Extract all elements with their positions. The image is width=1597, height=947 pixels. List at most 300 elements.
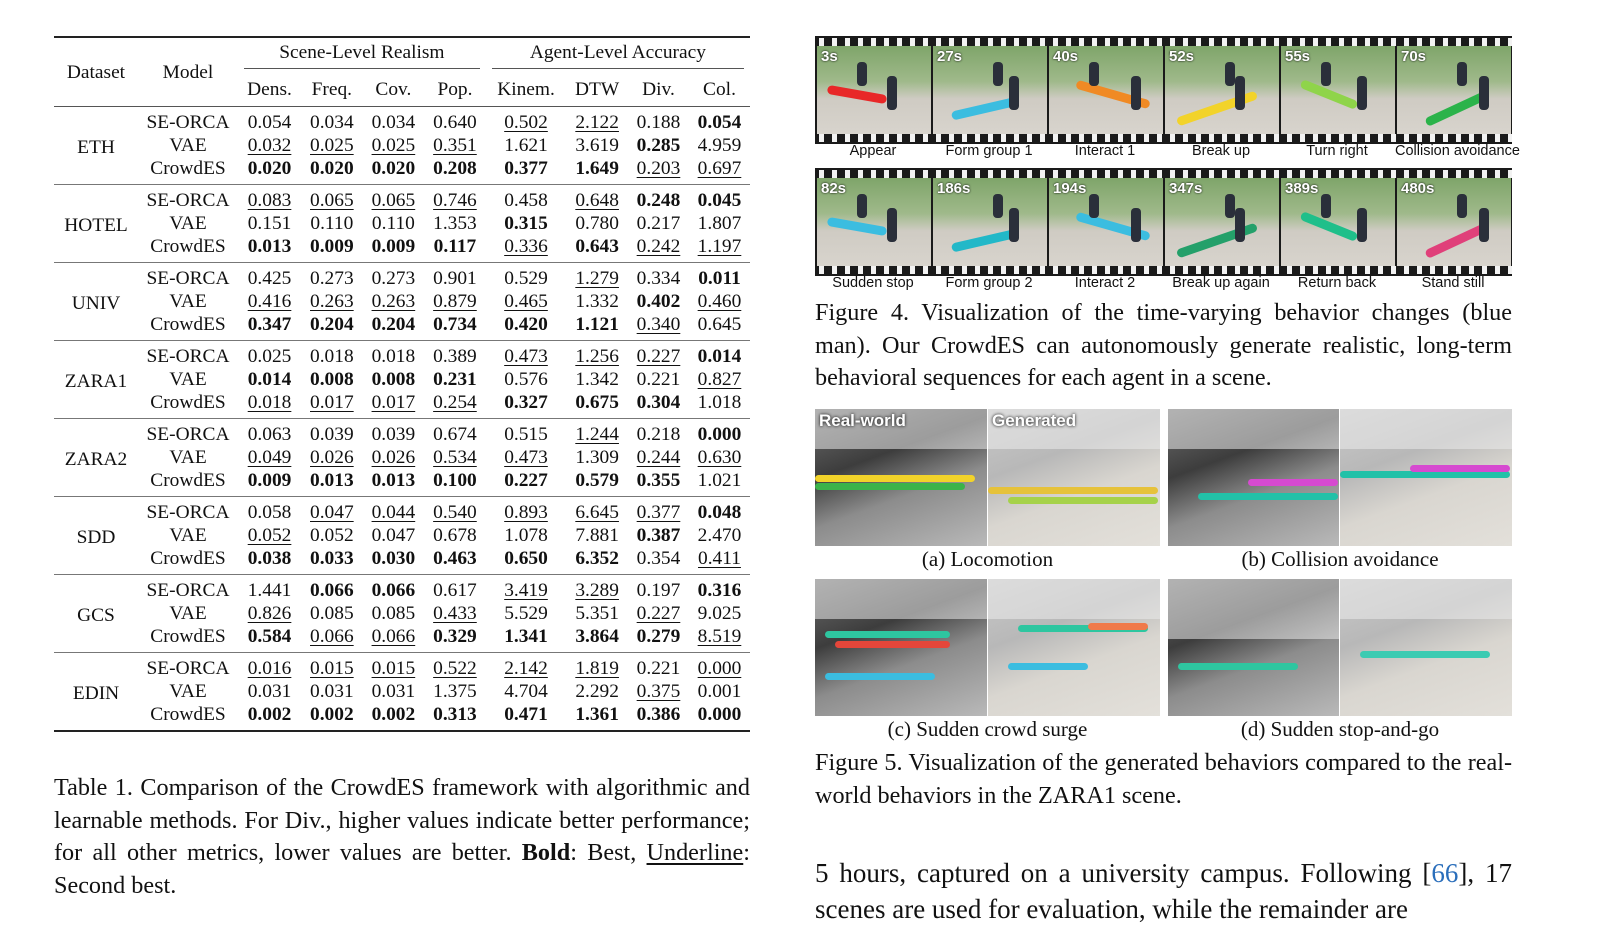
- metric-cell: 0.221: [628, 653, 689, 681]
- metric-cell: 0.032: [247, 135, 292, 156]
- metric-cell: 0.203: [636, 158, 681, 179]
- metric-cell: 0.347: [247, 314, 292, 335]
- frame-timestamp: 52s: [1169, 48, 1195, 65]
- metric-cell: 1.441: [238, 575, 301, 603]
- table-row: [54, 497, 750, 525]
- metric-cell: 1.018: [697, 392, 742, 413]
- metric-cell: 0.630: [697, 447, 742, 468]
- metric-cell: 0.340: [636, 314, 681, 335]
- metric-cell: 0.039: [301, 419, 363, 447]
- panel-d-real-photo: [1168, 579, 1339, 716]
- metric-cell: 2.142: [486, 653, 567, 681]
- metric-cell: 0.675: [575, 392, 619, 413]
- metric-cell: 0.066: [301, 575, 363, 603]
- panel-c-real-photo: [815, 579, 987, 716]
- dataset-name: ETH: [54, 107, 138, 185]
- header-metric: Col.: [703, 78, 736, 100]
- metric-cell: 0.576: [504, 369, 548, 390]
- header-metric: Kinem.: [497, 78, 555, 100]
- table-row: [54, 313, 750, 341]
- film-frame: [1397, 46, 1511, 134]
- metric-cell: 0.000: [689, 703, 750, 731]
- metric-cell: 0.100: [433, 470, 477, 491]
- dataset-name: UNIV: [54, 263, 138, 341]
- metric-cell: 0.334: [628, 263, 689, 291]
- metric-cell: 1.807: [697, 213, 742, 234]
- metric-cell: 1.353: [433, 213, 477, 234]
- metric-cell: 2.122: [566, 107, 628, 135]
- metric-cell: 0.054: [689, 107, 750, 135]
- frame-timestamp: 480s: [1401, 180, 1435, 197]
- metric-cell: 0.640: [424, 107, 486, 135]
- metric-cell: 0.231: [433, 369, 477, 390]
- frame-timestamp: 389s: [1285, 180, 1319, 197]
- metric-cell: 0.020: [310, 158, 354, 179]
- metric-cell: 0.025: [371, 135, 416, 156]
- metric-cell: 0.826: [247, 603, 292, 624]
- metric-cell: 0.227: [504, 470, 548, 491]
- metric-cell: 0.674: [424, 419, 486, 447]
- model-name: CrowdES: [150, 470, 226, 491]
- metric-cell: 0.375: [636, 681, 681, 702]
- real-world-tag: Real-world: [819, 411, 906, 430]
- metric-cell: 0.316: [689, 575, 750, 603]
- dataset-name: GCS: [54, 575, 138, 653]
- film-frame: [1165, 178, 1279, 266]
- metric-cell: 0.227: [628, 341, 689, 369]
- metric-cell: 1.256: [566, 341, 628, 369]
- dataset-name: EDIN: [54, 653, 138, 732]
- frame-timestamp: 40s: [1053, 48, 1079, 65]
- panel-a-label: (a) Locomotion: [921, 547, 1054, 571]
- metric-cell: 0.879: [433, 291, 477, 312]
- film-frame: [1165, 46, 1279, 134]
- metric-cell: 0.458: [486, 185, 567, 213]
- metric-cell: 0.017: [310, 392, 354, 413]
- model-name: CrowdES: [150, 314, 226, 335]
- panel-c-label: (c) Sudden crowd surge: [887, 717, 1088, 741]
- metric-cell: 1.332: [575, 291, 619, 312]
- metric-cell: 0.313: [424, 703, 486, 731]
- film-frame: [1049, 46, 1163, 134]
- metric-cell: 0.471: [486, 703, 567, 731]
- metric-cell: 8.519: [697, 626, 742, 647]
- metric-cell: 0.011: [689, 263, 750, 291]
- metric-cell: 0.014: [689, 341, 750, 369]
- metric-cell: 0.048: [689, 497, 750, 525]
- metric-cell: 0.273: [363, 263, 425, 291]
- metric-cell: 0.273: [301, 263, 363, 291]
- metric-cell: 1.375: [433, 681, 477, 702]
- metric-cell: 0.009: [247, 470, 292, 491]
- metric-cell: 0.643: [575, 236, 619, 257]
- metric-cell: 0.433: [433, 603, 477, 624]
- metric-cell: 0.066: [371, 626, 416, 647]
- metric-cell: 0.031: [247, 681, 292, 702]
- header-agent-group: Agent-Level Accuracy: [486, 37, 750, 72]
- frame-timestamp: 70s: [1401, 48, 1427, 65]
- metric-cell: 0.085: [371, 603, 416, 624]
- metric-cell: 0.208: [433, 158, 477, 179]
- metric-cell: 0.008: [371, 369, 416, 390]
- metric-cell: 0.015: [301, 653, 363, 681]
- metric-cell: 0.110: [371, 213, 415, 234]
- metric-cell: 7.881: [575, 525, 619, 546]
- frame-label: Interact 2: [1074, 275, 1136, 291]
- metric-cell: 0.204: [371, 314, 416, 335]
- metric-cell: 6.645: [566, 497, 628, 525]
- model-name: VAE: [169, 525, 207, 546]
- metric-cell: 0.025: [310, 135, 354, 156]
- metric-cell: 1.121: [575, 314, 619, 335]
- dataset-name: SDD: [54, 497, 138, 575]
- metric-cell: 0.780: [575, 213, 619, 234]
- panel-b-real-photo: [1168, 409, 1339, 546]
- metric-cell: 0.697: [697, 158, 742, 179]
- metric-cell: 0.013: [371, 470, 416, 491]
- frame-timestamp: 82s: [821, 180, 847, 197]
- metric-cell: 0.263: [371, 291, 416, 312]
- metric-cell: 0.063: [238, 419, 301, 447]
- table-row: [54, 341, 750, 369]
- metric-cell: 3.419: [486, 575, 567, 603]
- model-name: VAE: [169, 213, 207, 234]
- metric-cell: 0.473: [486, 341, 567, 369]
- frame-timestamp: 194s: [1053, 180, 1087, 197]
- metric-cell: 0.377: [628, 497, 689, 525]
- header-metric: Freq.: [311, 78, 353, 100]
- header-dataset: Dataset: [66, 61, 126, 83]
- table-row: [54, 524, 750, 547]
- metric-cell: 0.473: [504, 447, 548, 468]
- metric-cell: 0.039: [363, 419, 425, 447]
- metric-cell: 0.217: [636, 213, 681, 234]
- model-name: CrowdES: [150, 158, 226, 179]
- metric-cell: 0.009: [310, 236, 354, 257]
- metric-cell: 0.327: [504, 392, 548, 413]
- table-row: [54, 602, 750, 625]
- panel-a-generated-photo: [988, 409, 1160, 546]
- model-name: SE-ORCA: [138, 497, 238, 525]
- metric-cell: 9.025: [697, 603, 742, 624]
- body-paragraph: 5 hours, captured on a university campus. Following [66], 17 scenes are used for evaluation, while the remainder are: [815, 858, 1512, 924]
- metric-cell: 0.584: [247, 626, 292, 647]
- metric-cell: 0.460: [697, 291, 742, 312]
- metric-cell: 0.065: [363, 185, 425, 213]
- metric-cell: 0.038: [247, 548, 292, 569]
- metric-cell: 0.000: [689, 653, 750, 681]
- model-name: CrowdES: [150, 548, 226, 569]
- header-metric: Div.: [642, 78, 675, 100]
- header-metric: Pop.: [437, 78, 473, 100]
- metric-cell: 0.315: [504, 213, 548, 234]
- figure4-caption: Figure 4. Visualization of the time-varying behavior changes (blue man). Our CrowdES can autonomously generate realistic, long-term behavioral sequences for each agent in a scene.: [815, 299, 1512, 391]
- panel-b-generated-photo: [1340, 409, 1512, 546]
- model-name: CrowdES: [150, 392, 226, 413]
- model-name: VAE: [169, 135, 207, 156]
- metric-cell: 0.465: [504, 291, 548, 312]
- table-row: [54, 134, 750, 157]
- model-name: CrowdES: [150, 236, 226, 257]
- table-row: [54, 419, 750, 447]
- frame-label: Stand still: [1421, 275, 1485, 291]
- filmstrip-2: [815, 168, 1512, 276]
- metric-cell: 0.304: [636, 392, 681, 413]
- metric-cell: 1.341: [504, 626, 548, 647]
- panel-d-generated-photo: [1340, 579, 1512, 716]
- metric-cell: 0.678: [433, 525, 477, 546]
- metric-cell: 0.034: [301, 107, 363, 135]
- metric-cell: 0.018: [247, 392, 292, 413]
- model-name: SE-ORCA: [138, 107, 238, 135]
- metric-cell: 0.016: [238, 653, 301, 681]
- metric-cell: 0.645: [697, 314, 742, 335]
- model-name: VAE: [169, 369, 207, 390]
- panel-d-label: (d) Sudden stop-and-go: [1240, 717, 1440, 741]
- metric-cell: 0.052: [247, 525, 292, 546]
- metric-cell: 0.015: [363, 653, 425, 681]
- metric-cell: 0.579: [575, 470, 619, 491]
- metric-cell: 0.893: [486, 497, 567, 525]
- metric-cell: 0.522: [424, 653, 486, 681]
- metric-cell: 1.197: [697, 236, 742, 257]
- header-metric: DTW: [575, 78, 620, 100]
- metric-cell: 0.065: [301, 185, 363, 213]
- metric-cell: 3.864: [575, 626, 619, 647]
- metric-cell: 0.117: [433, 236, 477, 257]
- model-name: CrowdES: [150, 626, 226, 647]
- frame-timestamp: 347s: [1169, 180, 1203, 197]
- metric-cell: 0.650: [504, 548, 548, 569]
- film-frame: [1281, 46, 1395, 134]
- table-row: [54, 680, 750, 703]
- table-row: [54, 469, 750, 497]
- model-name: SE-ORCA: [138, 419, 238, 447]
- header-model: Model: [162, 61, 214, 83]
- filmstrip-1: [815, 36, 1512, 144]
- metric-cell: 0.463: [433, 548, 477, 569]
- frame-label: Appear: [849, 143, 897, 159]
- metric-cell: 0.336: [504, 236, 548, 257]
- frame-label: Form group 1: [945, 143, 1033, 159]
- metric-cell: 0.009: [371, 236, 416, 257]
- frame-label: Sudden stop: [832, 275, 914, 291]
- metric-cell: 2.292: [575, 681, 619, 702]
- metric-cell: 1.361: [566, 703, 628, 731]
- model-name: VAE: [169, 447, 207, 468]
- metric-cell: 0.734: [433, 314, 477, 335]
- film-frame: [1049, 178, 1163, 266]
- metric-cell: 0.151: [247, 213, 292, 234]
- frame-label: Break up: [1191, 143, 1251, 159]
- metric-cell: 0.648: [566, 185, 628, 213]
- panel-a-real-photo: [815, 409, 987, 546]
- table-row: [54, 625, 750, 653]
- metric-cell: 0.000: [689, 419, 750, 447]
- frame-label: Form group 2: [945, 275, 1033, 291]
- table-caption: Table 1. Comparison of the CrowdES framework with algorithmic and learnable methods. For Div., higher values indicate better performance; for all other metrics, lower values are better. Bold: Best, Underline: Second best.: [54, 774, 750, 899]
- dataset-name: ZARA1: [54, 341, 138, 419]
- metric-cell: 0.049: [247, 447, 292, 468]
- metric-cell: 0.377: [504, 158, 548, 179]
- table-row: [54, 446, 750, 469]
- metric-cell: 0.354: [636, 548, 681, 569]
- metric-cell: 0.002: [238, 703, 301, 731]
- metric-cell: 0.420: [504, 314, 548, 335]
- film-frame: [933, 178, 1047, 266]
- table-row: [54, 368, 750, 391]
- metric-cell: 0.033: [310, 548, 354, 569]
- metric-cell: 0.008: [310, 369, 354, 390]
- metric-cell: 5.529: [504, 603, 548, 624]
- metric-cell: 0.534: [433, 447, 477, 468]
- metric-cell: 0.188: [628, 107, 689, 135]
- model-name: VAE: [169, 681, 207, 702]
- frame-label: Break up again: [1172, 275, 1270, 291]
- metric-cell: 0.045: [689, 185, 750, 213]
- metric-cell: 0.197: [628, 575, 689, 603]
- metric-cell: 1.078: [504, 525, 548, 546]
- metric-cell: 0.386: [628, 703, 689, 731]
- metric-cell: 0.425: [238, 263, 301, 291]
- metric-cell: 0.066: [363, 575, 425, 603]
- frame-label: Turn right: [1306, 143, 1368, 159]
- metric-cell: 1.819: [566, 653, 628, 681]
- metric-cell: 0.018: [363, 341, 425, 369]
- metric-cell: 0.244: [636, 447, 681, 468]
- metric-cell: 0.002: [301, 703, 363, 731]
- metric-cell: 3.289: [566, 575, 628, 603]
- table-row: [54, 235, 750, 263]
- metric-cell: 0.242: [636, 236, 681, 257]
- frame-timestamp: 55s: [1285, 48, 1311, 65]
- film-frame: [1281, 178, 1395, 266]
- header-scene-group: Scene-Level Realism: [238, 37, 486, 72]
- table-row: [54, 107, 750, 135]
- metric-cell: 0.248: [628, 185, 689, 213]
- metric-cell: 0.515: [486, 419, 567, 447]
- model-name: SE-ORCA: [138, 575, 238, 603]
- dataset-name: ZARA2: [54, 419, 138, 497]
- metric-cell: 1.279: [566, 263, 628, 291]
- film-frame: [933, 46, 1047, 134]
- model-name: SE-ORCA: [138, 263, 238, 291]
- metric-cell: 0.827: [697, 369, 742, 390]
- metric-cell: 3.619: [575, 135, 619, 156]
- metric-cell: 5.351: [575, 603, 619, 624]
- panel-c-generated-photo: [988, 579, 1160, 716]
- metric-cell: 0.110: [310, 213, 354, 234]
- table-row: [54, 157, 750, 185]
- model-name: VAE: [169, 603, 207, 624]
- table-row: [54, 290, 750, 313]
- metric-cell: 0.227: [636, 603, 681, 624]
- frame-timestamp: 186s: [937, 180, 971, 197]
- metric-cell: 0.387: [636, 525, 681, 546]
- film-frame: [1397, 178, 1511, 266]
- metric-cell: 0.402: [636, 291, 681, 312]
- metric-cell: 0.020: [371, 158, 416, 179]
- metric-cell: 0.058: [238, 497, 301, 525]
- metric-cell: 0.389: [424, 341, 486, 369]
- metric-cell: 0.047: [371, 525, 416, 546]
- metric-cell: 4.704: [504, 681, 548, 702]
- metric-cell: 0.044: [363, 497, 425, 525]
- metric-cell: 0.020: [247, 158, 292, 179]
- generated-tag: Generated: [992, 411, 1077, 430]
- metric-cell: 1.342: [575, 369, 619, 390]
- frame-timestamp: 27s: [937, 48, 963, 65]
- table-row: [54, 185, 750, 213]
- metric-cell: 0.085: [310, 603, 354, 624]
- metric-cell: 0.054: [238, 107, 301, 135]
- metric-cell: 0.263: [310, 291, 354, 312]
- dataset-name: HOTEL: [54, 185, 138, 263]
- table-row: [54, 575, 750, 603]
- results-table: [54, 36, 750, 732]
- metric-cell: 0.034: [363, 107, 425, 135]
- metric-cell: 0.001: [697, 681, 742, 702]
- model-name: CrowdES: [138, 703, 238, 731]
- metric-cell: 0.901: [424, 263, 486, 291]
- table-row: [54, 547, 750, 575]
- model-name: SE-ORCA: [138, 185, 238, 213]
- metric-cell: 1.021: [697, 470, 742, 491]
- metric-cell: 0.279: [636, 626, 681, 647]
- model-name: SE-ORCA: [138, 341, 238, 369]
- metric-cell: 0.411: [698, 548, 741, 569]
- table-row: [54, 653, 750, 681]
- metric-cell: 0.025: [238, 341, 301, 369]
- metric-cell: 0.017: [371, 392, 416, 413]
- metric-cell: 0.014: [247, 369, 292, 390]
- metric-cell: 0.030: [371, 548, 416, 569]
- metric-cell: 0.031: [371, 681, 416, 702]
- frame-label: Collision avoidance: [1395, 143, 1520, 159]
- metric-cell: 0.617: [424, 575, 486, 603]
- film-frame: [817, 46, 931, 134]
- metric-cell: 0.013: [310, 470, 354, 491]
- metric-cell: 1.621: [504, 135, 548, 156]
- metric-cell: 0.221: [636, 369, 681, 390]
- frame-label: Return back: [1297, 275, 1377, 291]
- metric-cell: 0.066: [310, 626, 354, 647]
- frame-label: Interact 1: [1074, 143, 1136, 159]
- metric-cell: 0.218: [628, 419, 689, 447]
- header-metric: Dens.: [247, 78, 292, 100]
- metric-cell: 0.285: [636, 135, 681, 156]
- metric-cell: 0.052: [310, 525, 354, 546]
- table-row: [54, 263, 750, 291]
- metric-cell: 0.529: [486, 263, 567, 291]
- figure5-caption: Figure 5. Visualization of the generated behaviors compared to the real-world behaviors in the ZARA1 scene.: [815, 749, 1512, 809]
- metric-cell: 4.959: [697, 135, 742, 156]
- model-name: SE-ORCA: [138, 653, 238, 681]
- metric-cell: 0.002: [363, 703, 425, 731]
- metric-cell: 0.416: [247, 291, 292, 312]
- citation-link[interactable]: 66: [1431, 858, 1459, 888]
- table-row: [54, 391, 750, 419]
- metric-cell: 1.649: [575, 158, 619, 179]
- metric-cell: 0.329: [433, 626, 477, 647]
- metric-cell: 1.309: [575, 447, 619, 468]
- metric-cell: 2.470: [697, 525, 742, 546]
- metric-cell: 0.355: [636, 470, 681, 491]
- film-frame: [817, 178, 931, 266]
- metric-cell: 0.083: [238, 185, 301, 213]
- metric-cell: 0.746: [424, 185, 486, 213]
- frame-timestamp: 3s: [821, 48, 838, 65]
